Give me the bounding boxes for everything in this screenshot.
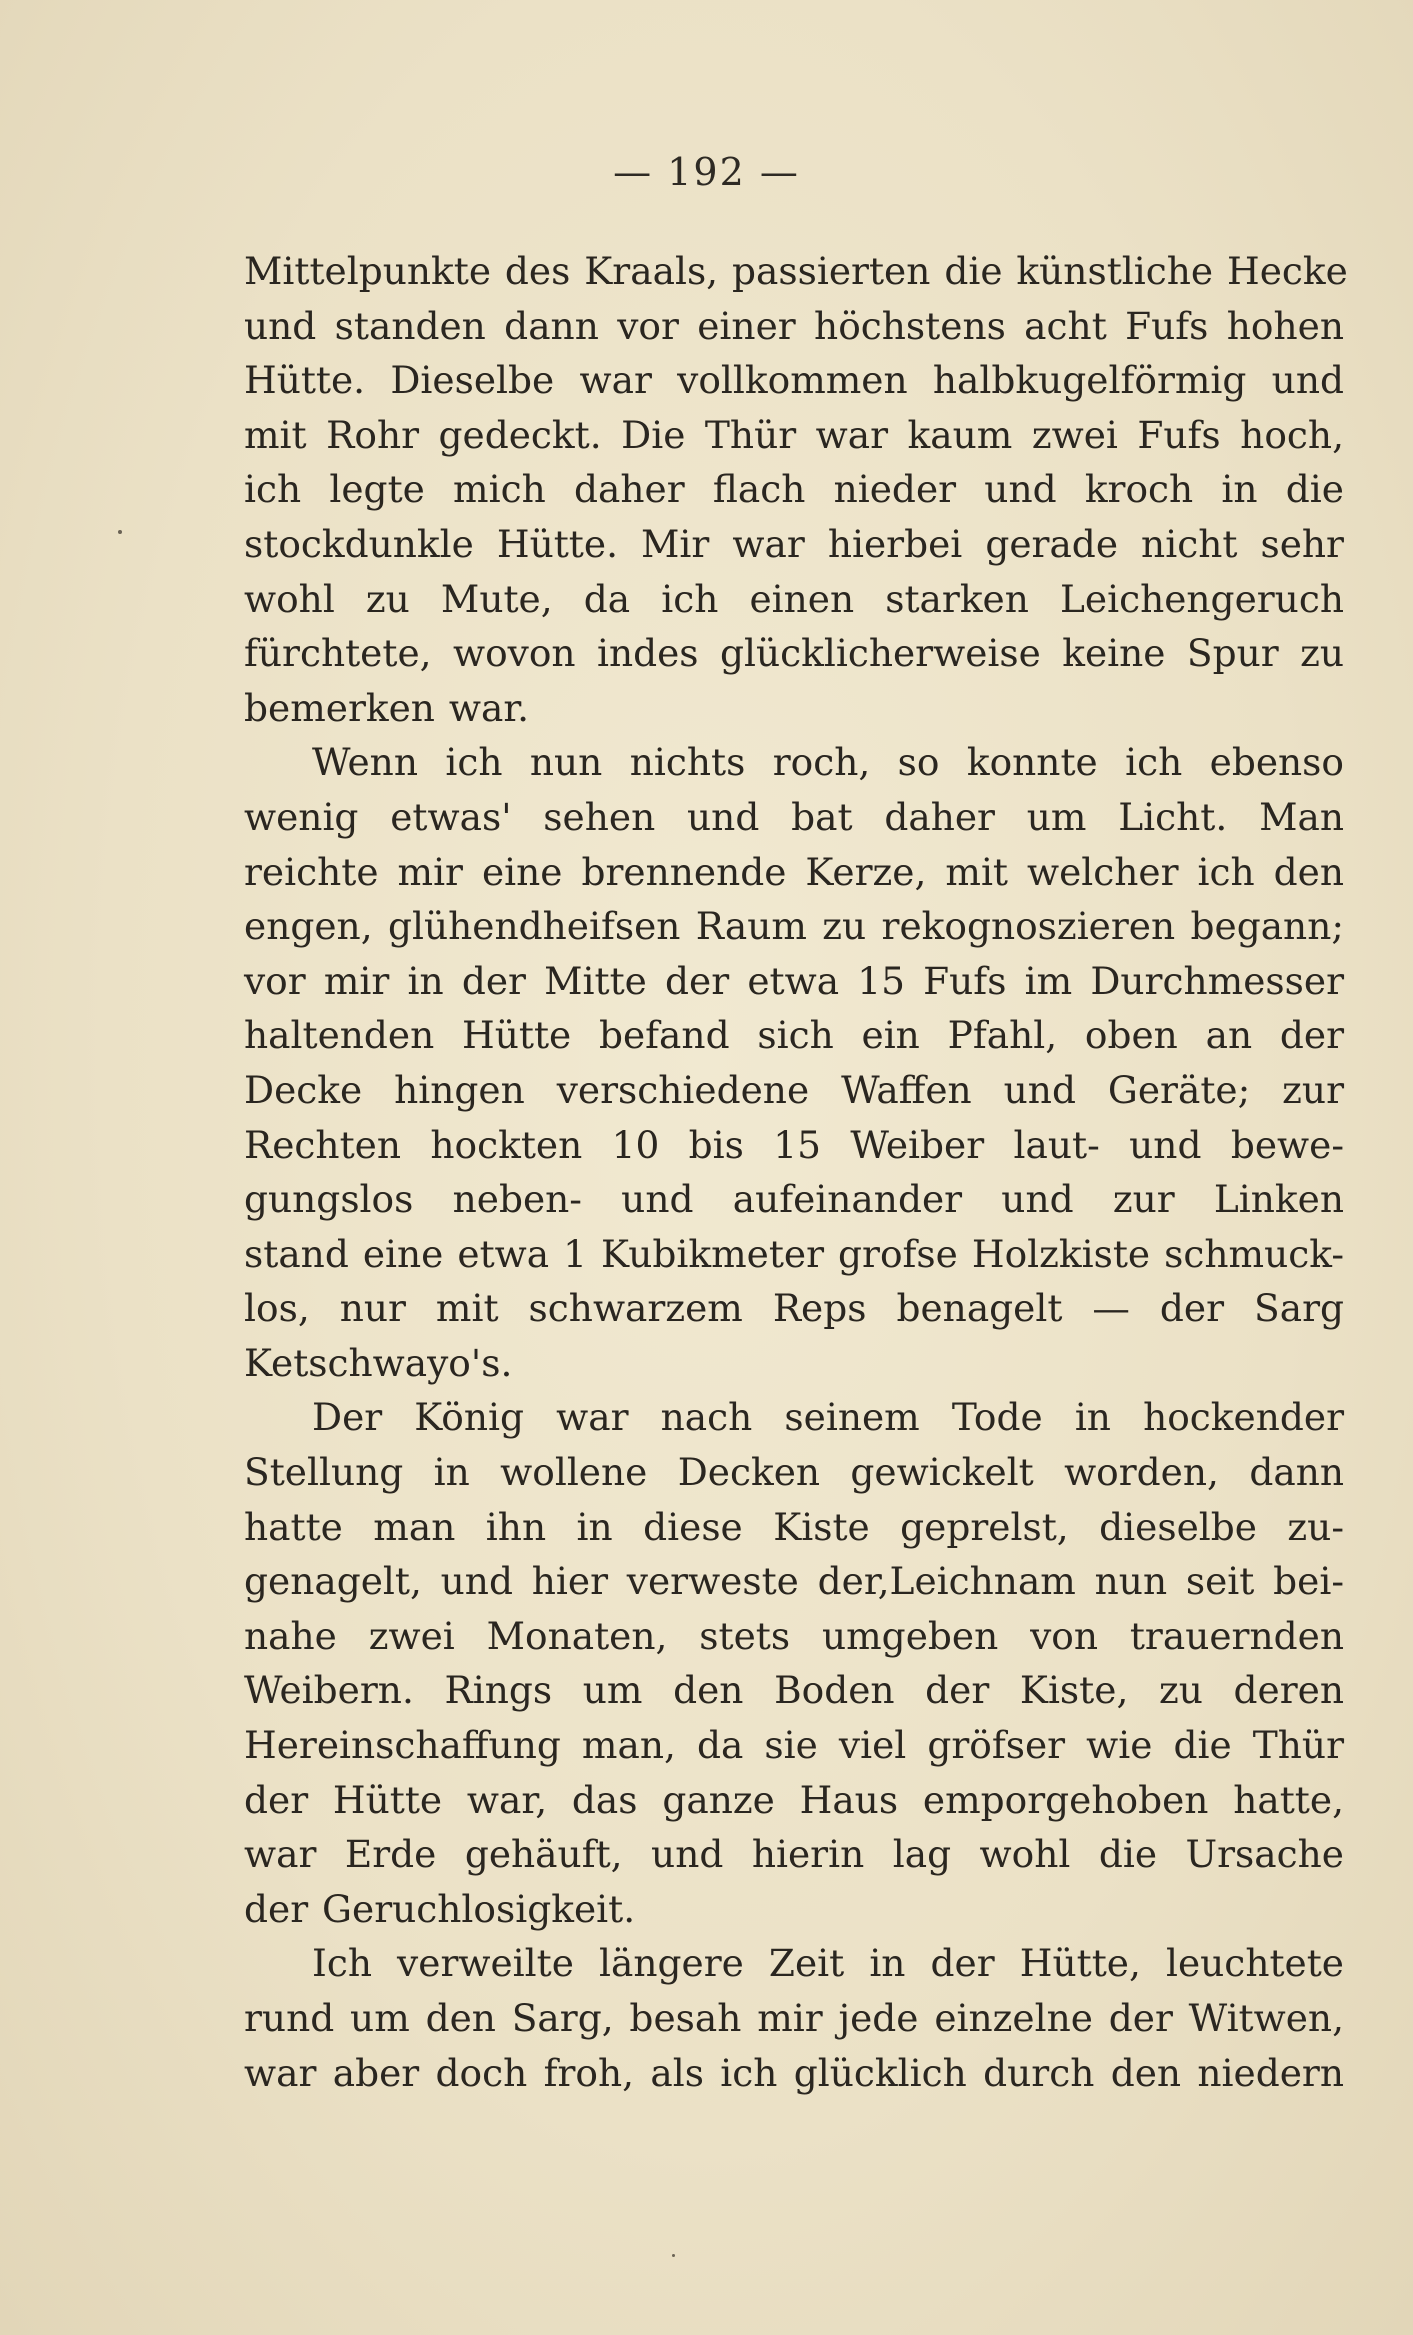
page-number: — 192 — — [613, 150, 800, 194]
text-line: Der König war nach seinem Tode in hockender — [312, 1395, 1344, 1440]
text-line: war aber doch froh, als ich glücklich durch den niedern — [244, 2050, 1344, 2095]
paragraph — [244, 735, 1344, 1390]
text-line: wohl zu Mute, da ich einen starken Leichengeruch — [244, 576, 1344, 621]
text-line: Ich verweilte längere Zeit in der Hütte, leuchtete — [312, 1941, 1344, 1986]
paper-speck — [672, 2254, 675, 2257]
text-line: engen, glühendheifsen Raum zu rekognoszieren begann; — [244, 904, 1344, 949]
text-line: Rechten hockten 10 bis 15 Weiber laut- und bewe- — [244, 1122, 1344, 1167]
text-line: los, nur mit schwarzem Reps benagelt — der Sarg — [244, 1286, 1344, 1331]
text-line: der Hütte war, das ganze Haus emporgehoben hatte, — [244, 1777, 1344, 1822]
text-line: hatte man ihn in diese Kiste geprelst, dieselbe zu- — [244, 1504, 1344, 1549]
text-line: Hütte. Dieselbe war vollkommen halbkugelförmig und — [244, 358, 1344, 403]
text-line: stockdunkle Hütte. Mir war hierbei gerade nicht sehr — [244, 521, 1344, 566]
text-line: Decke hingen verschiedene Waffen und Geräte; zur — [244, 1067, 1344, 1112]
text-line: war Erde gehäuft, und hierin lag wohl die Ursache — [244, 1832, 1344, 1877]
text-line: stand eine etwa 1 Kubikmeter grofse Holzkiste schmuck- — [244, 1231, 1344, 1276]
text-line: Wenn ich nun nichts roch, so konnte ich ebenso — [312, 740, 1344, 785]
body-text — [244, 244, 1348, 2100]
text-line: Ketschwayo's. — [244, 1340, 513, 1385]
text-line: nahe zwei Monaten, stets umgeben von trauernden — [244, 1613, 1344, 1658]
paragraph — [244, 244, 1348, 735]
text-line: der Geruchlosigkeit. — [244, 1886, 636, 1931]
text-line: genagelt, und hier verweste der,Leichnam nun seit bei- — [244, 1559, 1344, 1604]
text-line: Hereinschaffung man, da sie viel gröfser wie die Thür — [244, 1723, 1344, 1768]
text-line: vor mir in der Mitte der etwa 15 Fufs im Durchmesser — [244, 958, 1344, 1003]
text-line: mit Rohr gedeckt. Die Thür war kaum zwei Fufs hoch, — [244, 412, 1344, 457]
text-line: ich legte mich daher flach nieder und kroch in die — [244, 467, 1344, 512]
text-line: bemerken war. — [244, 685, 530, 730]
text-line: und standen dann vor einer höchstens acht Fufs hohen — [244, 303, 1344, 348]
text-line: gungslos neben- und aufeinander und zur Linken — [244, 1177, 1344, 1222]
text-line: wenig etwas' sehen und bat daher um Licht. Man — [244, 794, 1344, 839]
text-line: Weibern. Rings um den Boden der Kiste, zu deren — [244, 1668, 1344, 1713]
paper-speck — [118, 530, 122, 534]
text-line: reichte mir eine brennende Kerze, mit welcher ich den — [244, 849, 1344, 894]
paragraph — [244, 1936, 1344, 2100]
paragraph — [244, 1390, 1344, 1936]
text-line: fürchtete, wovon indes glücklicherweise keine Spur zu — [244, 631, 1344, 676]
text-line: haltenden Hütte befand sich ein Pfahl, oben an der — [244, 1013, 1344, 1058]
text-line: Mittelpunkte des Kraals, passierten die künstliche Hecke — [244, 249, 1348, 293]
text-line: Stellung in wollene Decken gewickelt worden, dann — [244, 1450, 1344, 1495]
text-line: rund um den Sarg, besah mir jede einzelne der Witwen, — [244, 1996, 1344, 2040]
